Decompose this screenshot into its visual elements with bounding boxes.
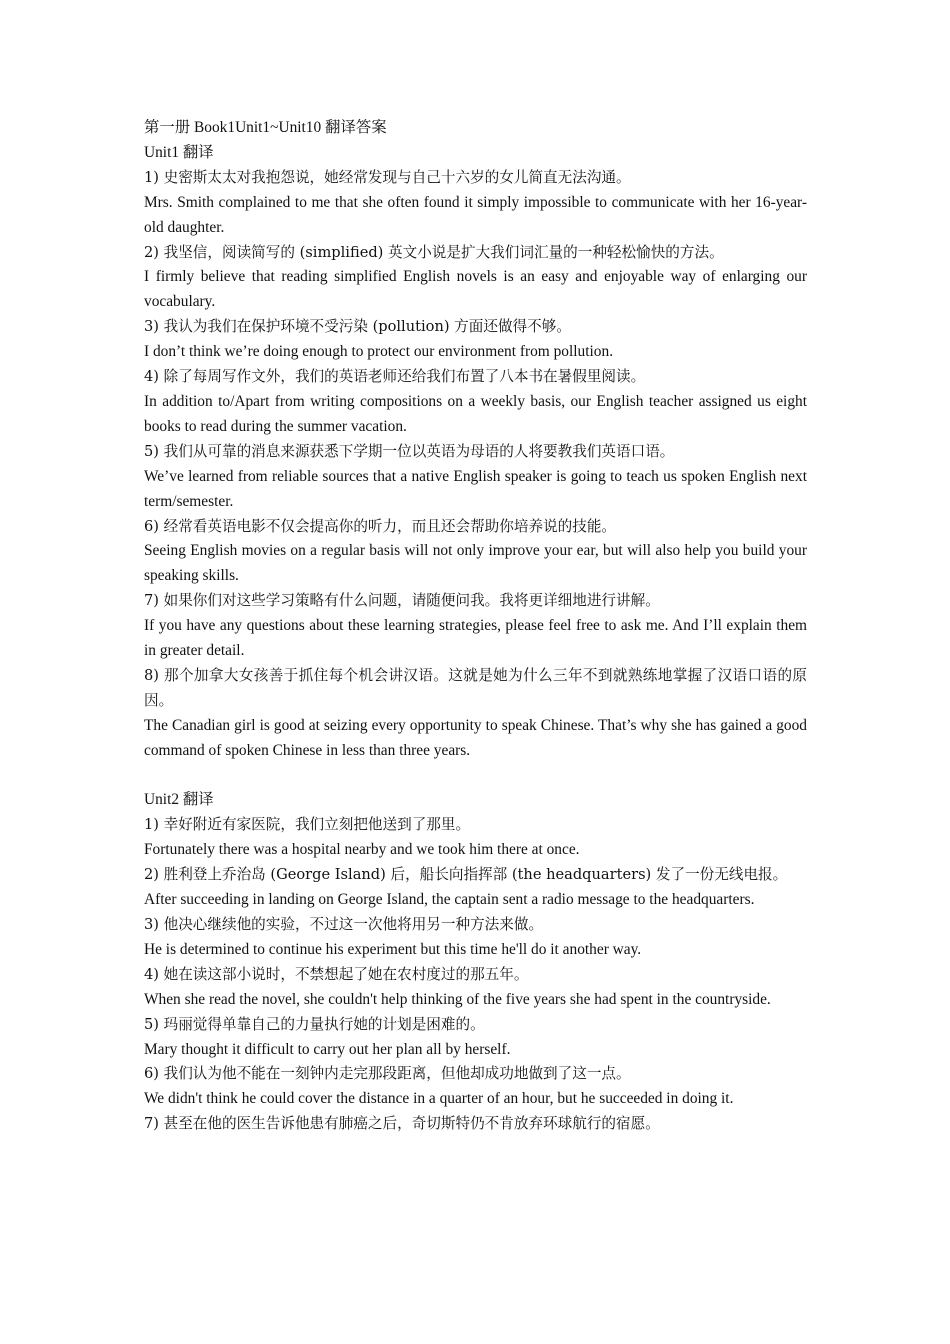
blank-line xyxy=(144,764,807,789)
english-translation: Mary thought it difficult to carry out her plan all by herself. xyxy=(144,1040,511,1058)
chinese-sentence: 6) 经常看英语电影不仅会提高你的听力，而且还会帮助你培养说的技能。 xyxy=(144,517,617,535)
chinese-sentence: 3) 我认为我们在保护环境不受污染 (pollution) 方面还做得不够。 xyxy=(144,318,571,336)
english-translation: The Canadian girl is good at seizing every opportunity to speak Chinese. That’s why she has gained a good command of spoken Chinese in less than three years. xyxy=(144,716,807,759)
chinese-sentence: 1) 史密斯太太对我抱怨说，她经常发现与自己十六岁的女儿简直无法沟通。 xyxy=(144,168,631,186)
chinese-sentence: 7) 如果你们对这些学习策略有什么问题，请随便问我。我将更详细地进行讲解。 xyxy=(144,592,660,610)
document-page xyxy=(144,116,807,1137)
english-translation: I don’t think we’re doing enough to protect our environment from pollution. xyxy=(144,343,614,361)
chinese-sentence: 4) 除了每周写作文外，我们的英语老师还给我们布置了八本书在暑假里阅读。 xyxy=(144,368,646,386)
english-translation: I firmly believe that reading simplified English novels is an easy and enjoyable way of enlarging our vocabulary. xyxy=(144,268,807,311)
chinese-sentence: 2) 我坚信，阅读简写的 (simplified) 英文小说是扩大我们词汇量的一种轻松愉快的方法。 xyxy=(144,243,724,261)
chinese-sentence: 2) 胜利登上乔治岛 (George Island) 后，船长向指挥部 (the headquarters) 发了一份无线电报。 xyxy=(144,866,788,884)
english-translation: Fortunately there was a hospital nearby and we took him there at once. xyxy=(144,841,580,859)
english-translation: Seeing English movies on a regular basis will not only improve your ear, but will also help you build your speaking skills. xyxy=(144,542,807,585)
unit-section xyxy=(144,141,807,764)
english-translation: When she read the novel, she couldn't help thinking of the five years she had spent in the countryside. xyxy=(144,990,771,1008)
unit-heading: Unit1 翻译 xyxy=(144,143,214,161)
english-translation: In addition to/Apart from writing compositions on a weekly basis, our English teacher assigned us eight books to read during the summer vacation. xyxy=(144,392,807,435)
chinese-sentence: 4) 她在读这部小说时，不禁想起了她在农村度过的那五年。 xyxy=(144,965,529,983)
unit-section xyxy=(144,788,807,1137)
chinese-sentence: 5) 我们从可靠的消息来源获悉下学期一位以英语为母语的人将要教我们英语口语。 xyxy=(144,442,675,460)
english-translation: He is determined to continue his experiment but this time he'll do it another way. xyxy=(144,940,642,958)
chinese-sentence: 8) 那个加拿大女孩善于抓住每个机会讲汉语。这就是她为什么三年不到就熟练地掌握了汉语口语的原因。 xyxy=(144,666,807,709)
document-title: 第一册 Book1Unit1~Unit10 翻译答案 xyxy=(144,119,387,136)
english-translation: We’ve learned from reliable sources that a native English speaker is going to teach us spoken English next term/semester. xyxy=(144,467,807,510)
unit-heading: Unit2 翻译 xyxy=(144,791,214,809)
english-translation: If you have any questions about these learning strategies, please feel free to ask me. And I’ll explain them in greater detail. xyxy=(144,617,807,660)
english-translation: We didn't think he could cover the distance in a quarter of an hour, but he succeeded in doing it. xyxy=(144,1090,734,1108)
chinese-sentence: 3) 他决心继续他的实验，不过这一次他将用另一种方法来做。 xyxy=(144,915,544,933)
english-translation: Mrs. Smith complained to me that she often found it simply impossible to communicate with her 16-year-old daughter. xyxy=(144,193,807,236)
chinese-sentence: 1) 幸好附近有家医院，我们立刻把他送到了那里。 xyxy=(144,816,471,834)
english-translation: After succeeding in landing on George Island, the captain sent a radio message to the headquarters. xyxy=(144,891,755,909)
chinese-sentence: 5) 玛丽觉得单靠自己的力量执行她的计划是困难的。 xyxy=(144,1015,485,1033)
chinese-sentence: 6) 我们认为他不能在一刻钟内走完那段距离，但他却成功地做到了这一点。 xyxy=(144,1065,631,1083)
chinese-sentence: 7) 甚至在他的医生告诉他患有肺癌之后，奇切斯特仍不肯放弃环球航行的宿愿。 xyxy=(144,1115,660,1133)
